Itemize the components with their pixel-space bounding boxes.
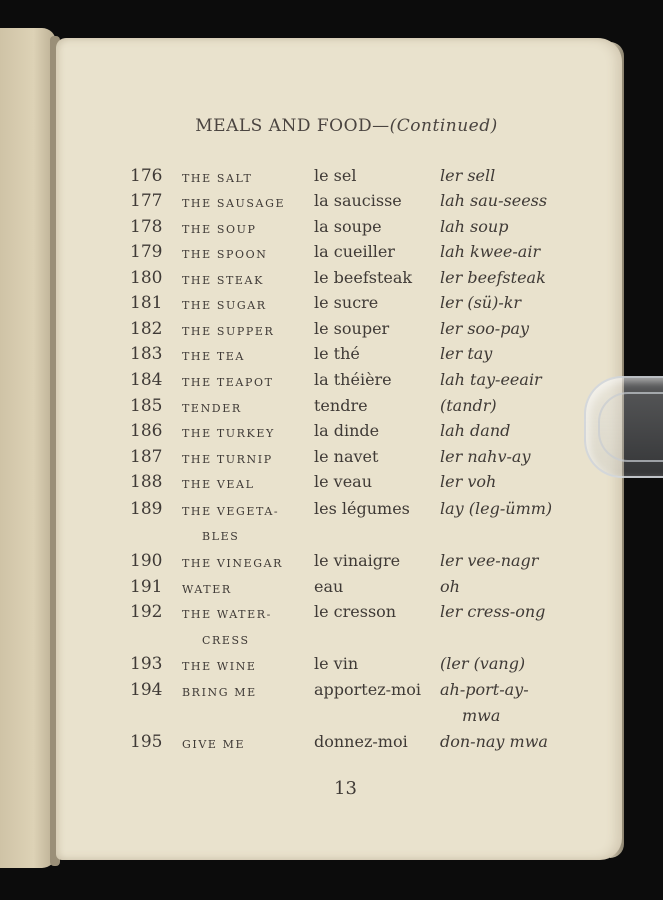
entry-192 — [0, 602, 663, 628]
entry-pronunciation: lah sau-seess — [440, 191, 548, 210]
entry-number: 180 — [130, 268, 163, 288]
entry-number: 187 — [130, 447, 163, 467]
entry-french: la dinde — [314, 421, 380, 440]
entry-184 — [0, 370, 663, 396]
entry-183 — [0, 344, 663, 370]
entry-number: 185 — [130, 396, 163, 416]
entry-number: 179 — [130, 242, 163, 262]
entry-french: la saucisse — [314, 191, 402, 210]
entry-english: THE SOUP — [182, 223, 257, 236]
header-continued: (Continued) — [389, 116, 498, 136]
entry-182 — [0, 319, 663, 345]
entry-pronunciation: lah kwee-air — [440, 242, 541, 261]
entry-english: THE SUPPER — [182, 325, 275, 338]
entry-french: les légumes — [314, 499, 410, 518]
entry-number: 195 — [130, 732, 163, 752]
entry-number: 188 — [130, 472, 163, 492]
page-number: 13 — [334, 778, 357, 799]
entry-french: eau — [314, 577, 344, 596]
entry-189-continuation — [0, 530, 663, 552]
entry-french: le beefsteak — [314, 268, 413, 287]
entry-181 — [0, 293, 663, 319]
entry-191 — [0, 577, 663, 603]
entry-english: BRING ME — [182, 686, 257, 699]
entry-french: le sucre — [314, 293, 379, 312]
entry-number: 178 — [130, 217, 163, 237]
entry-194 — [0, 680, 663, 706]
entry-pronunciation: ler cress-ong — [440, 602, 546, 621]
entry-pronunciation-continuation: mwa — [462, 706, 501, 725]
entry-189 — [0, 499, 663, 525]
entry-193 — [0, 654, 663, 680]
entry-number: 184 — [130, 370, 163, 390]
entry-french: la théière — [314, 370, 392, 389]
entry-english: THE WINE — [182, 660, 257, 673]
entry-188 — [0, 472, 663, 498]
entry-pronunciation: oh — [440, 577, 460, 596]
entry-pronunciation: ler voh — [440, 472, 497, 491]
entry-english: THE VEGETA- — [182, 505, 280, 518]
page-header — [0, 116, 663, 136]
entry-french: le cresson — [314, 602, 397, 621]
entry-french: tendre — [314, 396, 368, 415]
entry-english-continuation: CRESS — [202, 634, 250, 647]
entry-english: THE WATER- — [182, 608, 272, 621]
entry-french: le thé — [314, 344, 360, 363]
entry-185 — [0, 396, 663, 422]
entry-english: WATER — [182, 583, 232, 596]
entry-french: le vinaigre — [314, 551, 401, 570]
entry-french: donnez-moi — [314, 732, 408, 751]
entry-english: THE SUGAR — [182, 299, 267, 312]
entry-english: GIVE ME — [182, 738, 246, 751]
entry-number: 193 — [130, 654, 163, 674]
entry-176 — [0, 166, 663, 192]
entry-number: 183 — [130, 344, 163, 364]
entry-french: le navet — [314, 447, 379, 466]
entry-english: THE TEA — [182, 350, 245, 363]
entry-number: 176 — [130, 166, 163, 186]
entry-pronunciation: ler tay — [440, 344, 493, 363]
entry-179 — [0, 242, 663, 268]
entry-number: 191 — [130, 577, 163, 597]
entry-pronunciation: don-nay mwa — [440, 732, 548, 751]
entry-french: apportez-moi — [314, 680, 421, 699]
entry-pronunciation: ah-port-ay- — [440, 680, 529, 699]
entry-pronunciation: (ler (vang) — [440, 654, 526, 673]
entry-english: TENDER — [182, 402, 242, 415]
entry-number: 181 — [130, 293, 163, 313]
entry-english: THE SAUSAGE — [182, 197, 286, 210]
entry-english: THE VINEGAR — [182, 557, 284, 570]
entry-number: 194 — [130, 680, 163, 700]
entry-pronunciation: lay (leg-ümm) — [440, 499, 553, 518]
entry-pronunciation: ler nahv-ay — [440, 447, 531, 466]
entry-186 — [0, 421, 663, 447]
entry-177 — [0, 191, 663, 217]
entry-pronunciation: (tandr) — [440, 396, 497, 415]
entry-pronunciation: ler vee-nagr — [440, 551, 539, 570]
entry-french: le vin — [314, 654, 359, 673]
entry-english: THE STEAK — [182, 274, 264, 287]
entry-192-continuation — [0, 634, 663, 656]
entry-english-continuation: BLES — [202, 530, 240, 543]
entry-english: THE SALT — [182, 172, 253, 185]
entry-number: 190 — [130, 551, 163, 571]
entry-178 — [0, 217, 663, 243]
entry-french: le souper — [314, 319, 390, 338]
entry-180 — [0, 268, 663, 294]
entry-pronunciation: ler sell — [440, 166, 496, 185]
entry-pronunciation: lah soup — [440, 217, 509, 236]
entry-187 — [0, 447, 663, 473]
entry-pronunciation: lah dand — [440, 421, 511, 440]
header-title: MEALS AND FOOD— — [195, 116, 390, 136]
entry-number: 189 — [130, 499, 163, 519]
entry-number: 186 — [130, 421, 163, 441]
entry-french: le veau — [314, 472, 373, 491]
entry-pronunciation: lah tay-eeair — [440, 370, 542, 389]
entry-french: la soupe — [314, 217, 382, 236]
entry-french: le sel — [314, 166, 357, 185]
entry-190 — [0, 551, 663, 577]
entry-195 — [0, 732, 663, 758]
entry-number: 182 — [130, 319, 163, 339]
entry-english: THE TURNIP — [182, 453, 273, 466]
entry-number: 192 — [130, 602, 163, 622]
entry-english: THE VEAL — [182, 478, 255, 491]
entry-number: 177 — [130, 191, 163, 211]
entry-pronunciation: ler (sü)-kr — [440, 293, 522, 312]
entry-pronunciation: ler beefsteak — [440, 268, 546, 287]
entry-pronunciation: ler soo-pay — [440, 319, 530, 338]
entry-english: THE TEAPOT — [182, 376, 274, 389]
entry-english: THE TURKEY — [182, 427, 275, 440]
entry-194-continuation — [0, 706, 663, 728]
entry-french: la cueiller — [314, 242, 395, 261]
entry-english: THE SPOON — [182, 248, 268, 261]
